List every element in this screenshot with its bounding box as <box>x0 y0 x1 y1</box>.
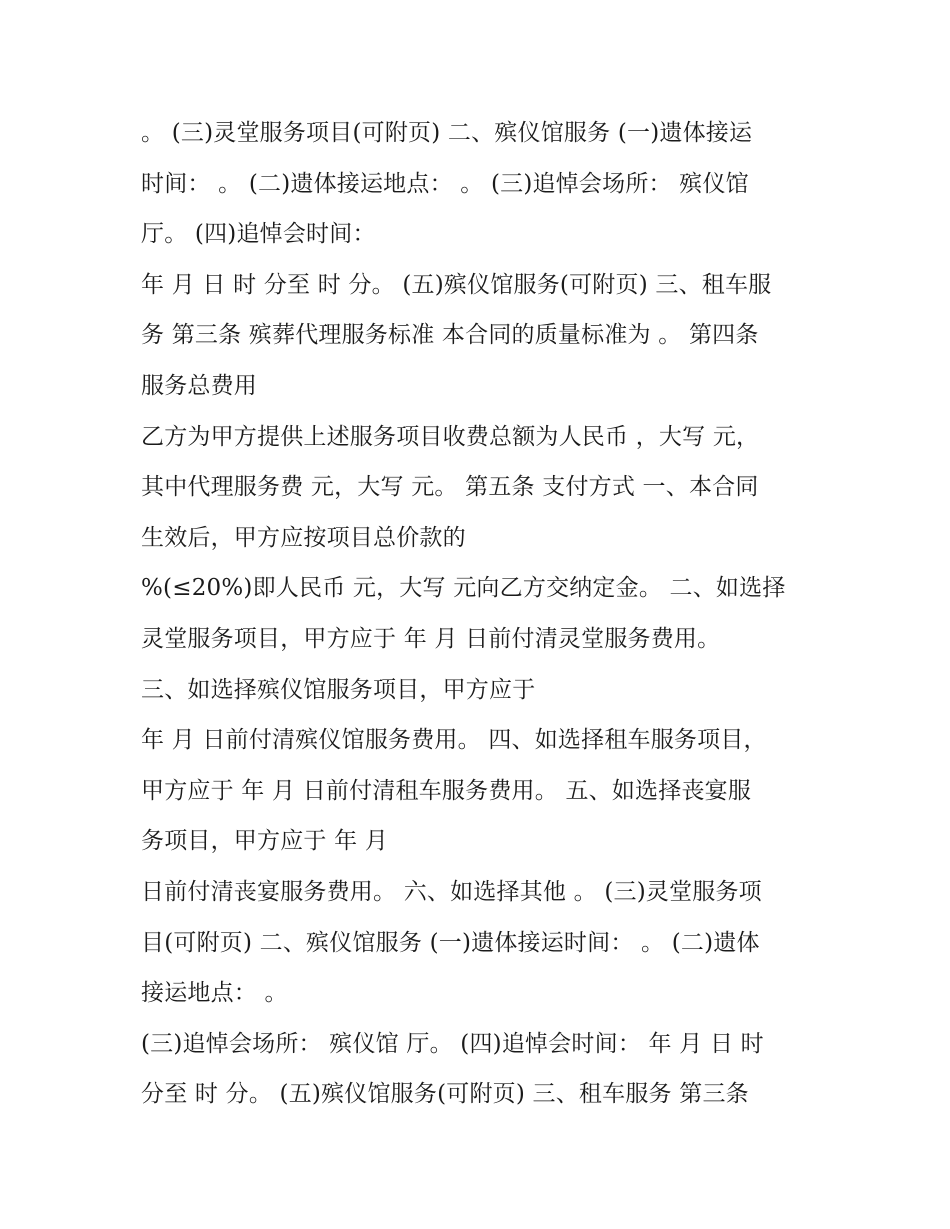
text-line: 年 月 日前付清殡仪馆服务费用。 四、如选择租车服务项目， <box>141 727 767 754</box>
text-line: 务项目，甲方应于 年 月 <box>141 828 389 855</box>
text-line: %(≤20%)即人民币 元，大写 元向乙方交纳定金。 二、如选择 <box>141 575 786 602</box>
text-line: 务 第三条 殡葬代理服务标准 本合同的质量标准为 。 第四条 <box>141 322 759 349</box>
text-line: 分至 时 分。 (五)殡仪馆服务(可附页) 三、租车服务 第三条 <box>141 1081 749 1108</box>
text-line: (三)追悼会场所： 殡仪馆 厅。 (四)追悼会时间： 年 月 日 时 <box>141 1030 764 1057</box>
text-line: 其中代理服务费 元，大写 元。 第五条 支付方式 一、本合同 <box>141 474 759 501</box>
text-line: 年 月 日 时 分至 时 分。 (五)殡仪馆服务(可附页) 三、租车服 <box>141 271 772 298</box>
contract-text-body <box>141 108 831 1120</box>
text-line: 目(可附页) 二、殡仪馆服务 (一)遗体接运时间： 。 (二)遗体 <box>141 929 760 956</box>
text-line: 灵堂服务项目，甲方应于 年 月 日前付清灵堂服务费用。 <box>141 625 721 652</box>
text-line: 接运地点： 。 <box>141 980 288 1007</box>
text-line: 时间： 。 (二)遗体接运地点： 。 (三)追悼会场所： 殡仪馆 <box>141 170 749 197</box>
text-line: 甲方应于 年 月 日前付清租车服务费用。 五、如选择丧宴服 <box>141 777 752 804</box>
text-line: 生效后，甲方应按项目总价款的 <box>141 524 466 551</box>
text-line: 服务总费用 <box>141 372 257 399</box>
text-line: 。 (三)灵堂服务项目(可附页) 二、殡仪馆服务 (一)遗体接运 <box>141 120 753 146</box>
text-line: 三、如选择殡仪馆服务项目，甲方应于 <box>141 676 536 703</box>
text-line: 乙方为甲方提供上述服务项目收费总额为人民币 ，大写 元， <box>141 423 760 450</box>
text-line: 日前付清丧宴服务费用。 六、如选择其他 。 (三)灵堂服务项 <box>141 878 762 905</box>
text-line: 厅。 (四)追悼会时间： <box>141 221 376 248</box>
